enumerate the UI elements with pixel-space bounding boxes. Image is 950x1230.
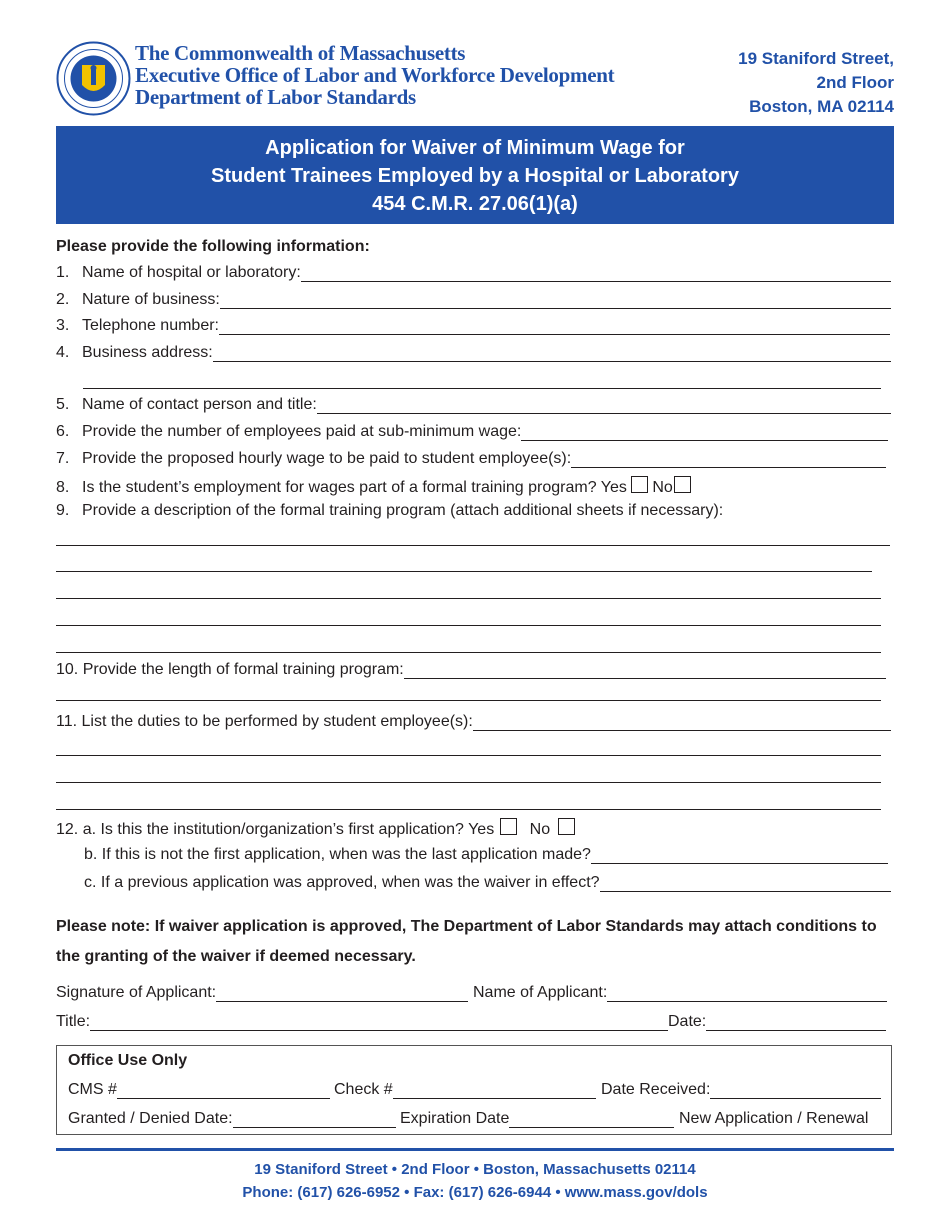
q12a-yes-checkbox[interactable] <box>500 818 517 835</box>
q3-number: 3. <box>56 317 70 334</box>
form-intro: Please provide the following information: <box>56 238 370 255</box>
agency-line: The Commonwealth of Massachusetts <box>135 41 466 65</box>
q1-input-line[interactable] <box>301 267 891 282</box>
note-line: Please note: If waiver application is approved, The Department of Labor Standards may attach conditions to <box>56 918 877 935</box>
title-row <box>56 1013 668 1031</box>
footer-rule <box>56 1148 894 1151</box>
granted-label: Granted / Denied Date: <box>68 1110 233 1127</box>
q11-row <box>56 713 891 731</box>
q10-input-line[interactable] <box>404 664 886 679</box>
form-title-line: Application for Waiver of Minimum Wage for <box>265 137 685 159</box>
q10-row <box>56 661 886 679</box>
q9-number: 9. <box>56 502 70 519</box>
date-received-input-line[interactable] <box>710 1084 881 1099</box>
cms-input-line[interactable] <box>117 1084 330 1099</box>
q9-input-line[interactable] <box>56 598 881 599</box>
q8-label: Is the student’s employment for wages part of a formal training program? Yes <box>82 479 627 496</box>
q12c-row <box>84 874 891 892</box>
granted-input-line[interactable] <box>233 1113 396 1128</box>
q1-label: Name of hospital or laboratory: <box>82 264 301 281</box>
signature-row <box>56 984 468 1002</box>
q4-label: Business address: <box>82 344 213 361</box>
q9-row <box>56 502 723 520</box>
q6-row <box>56 423 888 441</box>
form-title-banner <box>56 126 894 224</box>
new-renewal-label: New Application / Renewal <box>679 1110 869 1127</box>
agency-line: Department of Labor Standards <box>135 85 416 109</box>
footer-address: 19 Staniford Street • 2nd Floor • Boston, Massachusetts 02114 <box>254 1161 696 1178</box>
address-line: Boston, MA 02114 <box>749 97 894 116</box>
q12b-label: b. If this is not the first application, when was the last application made? <box>84 846 591 863</box>
date-input-line[interactable] <box>706 1016 886 1031</box>
agency-name <box>135 42 614 108</box>
q11-input-line[interactable] <box>56 782 881 783</box>
q2-label: Nature of business: <box>82 291 220 308</box>
state-seal-icon <box>56 41 131 116</box>
q1-number: 1. <box>56 264 70 281</box>
q7-row <box>56 450 886 468</box>
q8-no-label: No <box>652 479 673 496</box>
q12b-input-line[interactable] <box>591 849 888 864</box>
q2-input-line[interactable] <box>220 294 891 309</box>
date-received-label: Date Received: <box>601 1081 711 1098</box>
q7-label: Provide the proposed hourly wage to be paid to student employee(s): <box>82 450 572 467</box>
address-line: 2nd Floor <box>816 73 894 92</box>
header-address <box>738 47 894 119</box>
q1-row <box>56 264 891 282</box>
q5-number: 5. <box>56 396 70 413</box>
q12a-row <box>56 818 575 839</box>
title-label: Title: <box>56 1013 91 1030</box>
footer <box>0 1158 950 1204</box>
applicant-name-label: Name of Applicant: <box>473 984 608 1001</box>
q10-input-line-2[interactable] <box>56 700 881 701</box>
check-input-line[interactable] <box>393 1084 596 1099</box>
q12c-input-line[interactable] <box>600 877 891 892</box>
q3-input-line[interactable] <box>219 320 890 335</box>
check-label: Check # <box>334 1081 393 1098</box>
q6-input-line[interactable] <box>521 426 888 441</box>
form-title-line: 454 C.M.R. 27.06(1)(a) <box>372 193 578 215</box>
q8-no-checkbox[interactable] <box>674 476 691 493</box>
q4-input-line[interactable] <box>213 347 891 362</box>
q2-row <box>56 291 891 309</box>
q11-input-line[interactable] <box>56 809 881 810</box>
q11-label: 11. List the duties to be performed by student employee(s): <box>56 713 473 730</box>
date-row <box>668 1013 886 1031</box>
q5-label: Name of contact person and title: <box>82 396 317 413</box>
expiration-row <box>400 1110 674 1128</box>
q11-input-line[interactable] <box>473 716 891 731</box>
cms-label: CMS # <box>68 1081 117 1098</box>
q12a-no-checkbox[interactable] <box>558 818 575 835</box>
note-line: the granting of the waiver if deemed necessary. <box>56 948 416 965</box>
q5-row <box>56 396 891 414</box>
q6-number: 6. <box>56 423 70 440</box>
q8-yes-checkbox[interactable] <box>631 476 648 493</box>
q10-label: 10. Provide the length of formal training program: <box>56 661 404 678</box>
q3-row <box>56 317 890 335</box>
signature-label: Signature of Applicant: <box>56 984 217 1001</box>
agency-line: Executive Office of Labor and Workforce Development <box>135 63 615 87</box>
expiration-input-line[interactable] <box>509 1113 674 1128</box>
q4-row <box>56 344 891 362</box>
q7-input-line[interactable] <box>571 453 886 468</box>
footer-contact: Phone: (617) 626-6952 • Fax: (617) 626-6944 • www.mass.gov/dols <box>242 1184 708 1201</box>
q9-input-line[interactable] <box>56 545 890 546</box>
q7-number: 7. <box>56 450 70 467</box>
q11-input-line[interactable] <box>56 755 881 756</box>
q9-input-line[interactable] <box>56 652 881 653</box>
q6-label: Provide the number of employees paid at sub-minimum wage: <box>82 423 522 440</box>
q4-number: 4. <box>56 344 70 361</box>
q2-number: 2. <box>56 291 70 308</box>
q9-input-line[interactable] <box>56 571 872 572</box>
cms-row <box>68 1081 330 1099</box>
q8-number: 8. <box>56 479 70 496</box>
q12b-row <box>84 846 888 864</box>
q4-input-line-2[interactable] <box>83 388 881 389</box>
granted-row <box>68 1110 396 1128</box>
q3-label: Telephone number: <box>82 317 219 334</box>
applicant-name-input-line[interactable] <box>607 987 887 1002</box>
q8-row <box>56 476 691 497</box>
q9-label: Provide a description of the formal training program (attach additional sheets if necessary): <box>82 502 724 519</box>
expiration-label: Expiration Date <box>400 1110 510 1127</box>
q12a-label: 12. a. Is this the institution/organization’s first application? Yes <box>56 821 495 838</box>
q5-input-line[interactable] <box>317 399 891 414</box>
title-input-line[interactable] <box>90 1016 668 1031</box>
date-received-row <box>601 1081 881 1099</box>
q9-input-line[interactable] <box>56 625 881 626</box>
signature-input-line[interactable] <box>216 987 468 1002</box>
q12c-label: c. If a previous application was approved, when was the waiver in effect? <box>84 874 600 891</box>
form-title-line: Student Trainees Employed by a Hospital or Laboratory <box>211 165 739 187</box>
check-row <box>334 1081 596 1099</box>
address-line: 19 Staniford Street, <box>738 49 894 68</box>
office-use-heading: Office Use Only <box>68 1052 188 1069</box>
applicant-name-row <box>473 984 887 1002</box>
date-label: Date: <box>668 1013 707 1030</box>
q12a-no-label: No <box>529 821 551 838</box>
